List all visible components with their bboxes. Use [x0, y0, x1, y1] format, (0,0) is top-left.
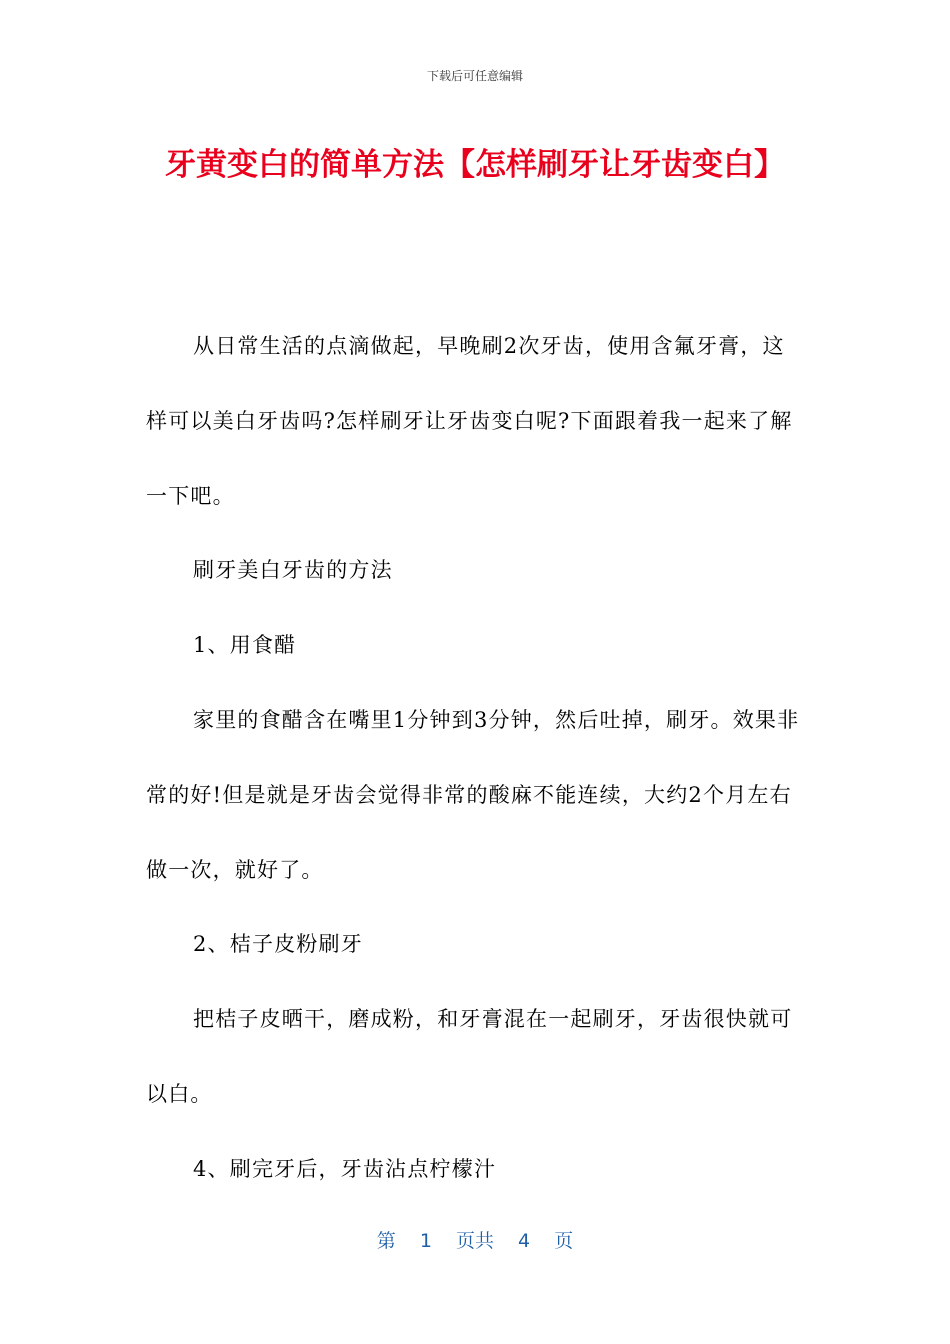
- document-title: 牙黄变白的简单方法【怎样刷牙让牙齿变白】: [165, 147, 785, 183]
- paragraph-item-2-heading: 2、桔子皮粉刷牙: [193, 932, 363, 957]
- page-header-note: 下载后可任意编辑: [426, 69, 523, 83]
- paragraph-item-4-heading: 4、刷完牙后，牙齿沾点柠檬汁: [193, 1156, 497, 1181]
- document-body: [146, 309, 806, 1207]
- paragraph-intro: 从日常生活的点滴做起，早晚刷2次牙齿，使用含氟牙膏，这样可以美白牙齿吗?怎样刷牙让牙齿变白呢?下面跟着我一起来了解一下吧。: [146, 334, 793, 508]
- paragraph-section-heading: 刷牙美白牙齿的方法: [193, 558, 393, 583]
- paragraph-item-1-heading: 1、用食醋: [193, 633, 297, 658]
- footer-page-total: 4: [518, 1230, 531, 1252]
- footer-page-suffix: 页: [554, 1230, 574, 1252]
- footer-page-current: 1: [419, 1230, 432, 1252]
- footer-page-prefix: 第: [376, 1230, 396, 1252]
- paragraph-item-2-body: 把桔子皮晒干，磨成粉，和牙膏混在一起刷牙，牙齿很快就可以白。: [146, 1007, 793, 1106]
- footer-page-middle: 页共: [455, 1230, 494, 1252]
- paragraph-item-1-body: 家里的食醋含在嘴里1分钟到3分钟，然后吐掉，刷牙。效果非常的好!但是就是牙齿会觉得非常的酸麻不能连续，大约2个月左右做一次，就好了。: [146, 707, 800, 882]
- page-footer: [0, 1226, 950, 1253]
